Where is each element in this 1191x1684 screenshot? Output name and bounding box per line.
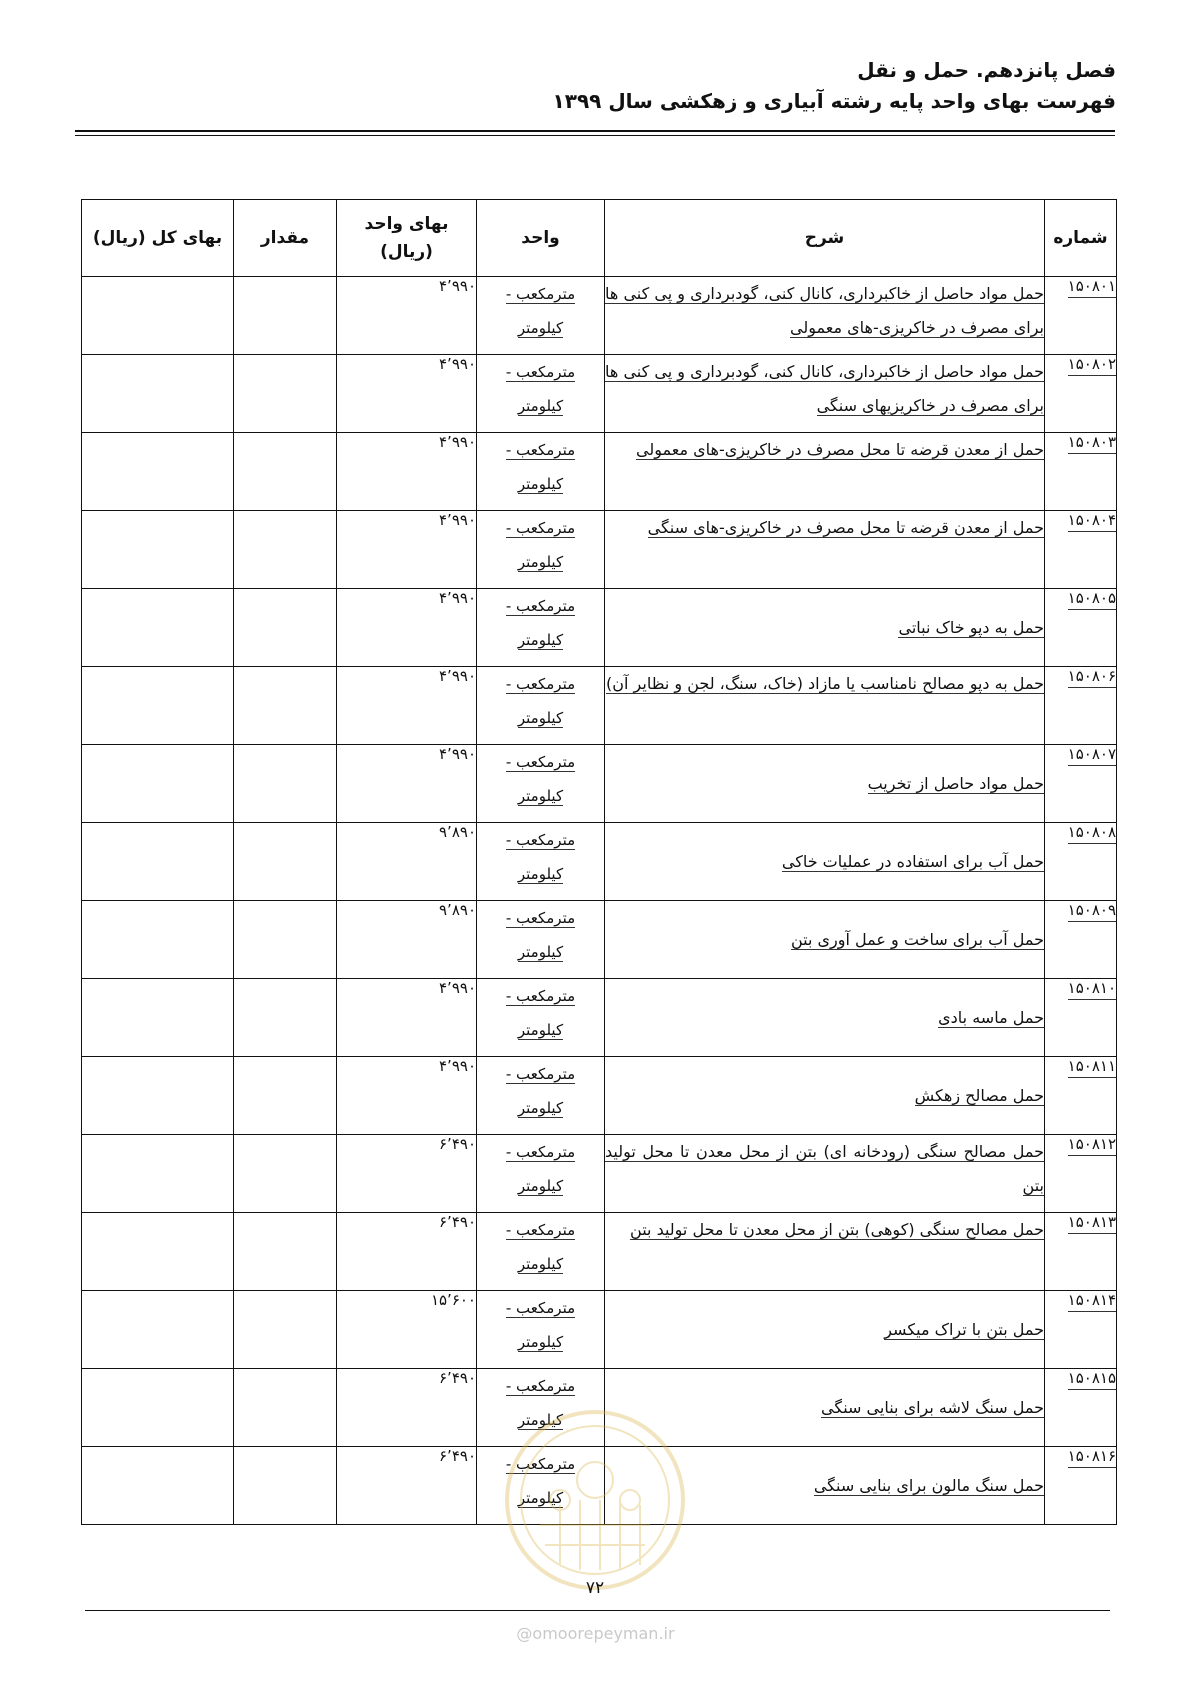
item-description: حمل مصالح زهکش [914, 1085, 1044, 1105]
item-number: ۱۵۰۸۰۶ [1068, 667, 1116, 688]
item-number: ۱۵۰۸۱۱ [1068, 1057, 1116, 1078]
item-description-cell [605, 511, 1045, 589]
item-description-cell [605, 1135, 1045, 1213]
item-unit-line1: مترمکعب - [505, 831, 576, 849]
item-unit-line2: کیلومتر [517, 943, 564, 961]
item-total [82, 901, 234, 979]
item-unit-line1: مترمکعب - [505, 1221, 576, 1239]
header-unit-price [337, 200, 477, 277]
item-total [82, 277, 234, 355]
item-number-cell [1045, 589, 1117, 667]
item-unit-cell [477, 1057, 605, 1135]
item-unit-cell [477, 667, 605, 745]
item-unit-price: ۴٬۹۹۰ [337, 511, 477, 589]
item-total [82, 823, 234, 901]
item-number: ۱۵۰۸۰۴ [1068, 511, 1116, 532]
item-unit-line2: کیلومتر [517, 397, 564, 415]
item-unit-line1: مترمکعب - [505, 909, 576, 927]
item-unit-price: ۴٬۹۹۰ [337, 745, 477, 823]
item-unit-cell [477, 901, 605, 979]
item-description-cell [605, 745, 1045, 823]
item-quantity [234, 1135, 337, 1213]
item-description: حمل سنگ مالون برای بنایی سنگی [813, 1475, 1044, 1495]
item-unit-line2: کیلومتر [517, 787, 564, 805]
item-quantity [234, 745, 337, 823]
item-quantity [234, 277, 337, 355]
item-quantity [234, 511, 337, 589]
item-number-cell [1045, 1369, 1117, 1447]
item-unit-line2: کیلومتر [517, 1021, 564, 1039]
header-rule-thin [75, 135, 1115, 136]
table-row [82, 901, 1117, 979]
item-number: ۱۵۰۸۱۳ [1068, 1213, 1116, 1234]
item-unit-price: ۴٬۹۹۰ [337, 277, 477, 355]
item-description-cell [605, 277, 1045, 355]
item-number: ۱۵۰۸۰۵ [1068, 589, 1116, 610]
table-row [82, 355, 1117, 433]
item-number-cell [1045, 901, 1117, 979]
table-row [82, 823, 1117, 901]
item-number-cell [1045, 1447, 1117, 1525]
table-row [82, 1135, 1117, 1213]
item-unit-line2: کیلومتر [517, 631, 564, 649]
item-description-cell [605, 1213, 1045, 1291]
item-quantity [234, 1369, 337, 1447]
item-description: حمل به دپو مصالح نامناسب یا مازاد (خاک، سنگ، لجن و نظایر آن) [606, 674, 1044, 693]
item-unit-cell [477, 1291, 605, 1369]
item-unit-line2: کیلومتر [517, 553, 564, 571]
header-unit: واحد [477, 200, 605, 277]
chapter-title: فصل پانزدهم. حمل و نقل [857, 58, 1116, 82]
table-row [82, 511, 1117, 589]
item-unit-cell [477, 433, 605, 511]
item-total [82, 979, 234, 1057]
item-unit-cell [477, 355, 605, 433]
page-header [76, 55, 1116, 117]
item-unit-line2: کیلومتر [517, 865, 564, 883]
item-number-cell [1045, 1057, 1117, 1135]
item-description: حمل ماسه بادی [938, 1007, 1044, 1027]
table-row [82, 745, 1117, 823]
item-description-cell [605, 589, 1045, 667]
item-total [82, 511, 234, 589]
page-number: ۷۲ [585, 1578, 605, 1598]
item-number-cell [1045, 433, 1117, 511]
table-row [82, 277, 1117, 355]
document-title: فهرست بهای واحد پایه رشته آبیاری و زهکشی سال ۱۳۹۹ [552, 89, 1116, 113]
item-description-cell [605, 1057, 1045, 1135]
item-unit-cell [477, 1213, 605, 1291]
table-row [82, 589, 1117, 667]
item-total [82, 745, 234, 823]
item-description: حمل سنگ لاشه برای بنایی سنگی [821, 1397, 1044, 1417]
item-unit-line1: مترمکعب - [505, 363, 576, 381]
item-unit-line1: مترمکعب - [505, 1143, 576, 1161]
header-description: شرح [605, 200, 1045, 277]
item-total [82, 1447, 234, 1525]
item-quantity [234, 1447, 337, 1525]
item-description: حمل مواد حاصل از خاکبرداری، کانال کنی، گودبرداری و پی کنی ها برای مصرف در خاکریزی-های معمولی [605, 284, 1044, 337]
item-total [82, 589, 234, 667]
item-description: حمل مصالح سنگی (کوهی) بتن از محل معدن تا محل تولید بتن [630, 1220, 1044, 1239]
item-description: حمل مواد حاصل از خاکبرداری، کانال کنی، گودبرداری و پی کنی ها برای مصرف در خاکریزیهای سنگی [605, 362, 1044, 415]
item-description: حمل آب برای ساخت و عمل آوری بتن [790, 929, 1044, 949]
item-quantity [234, 667, 337, 745]
item-number: ۱۵۰۸۱۰ [1068, 979, 1116, 1000]
item-number: ۱۵۰۸۱۲ [1068, 1135, 1116, 1156]
item-unit-price: ۶٬۴۹۰ [337, 1135, 477, 1213]
item-unit-cell [477, 979, 605, 1057]
item-number-cell [1045, 355, 1117, 433]
item-unit-line1: مترمکعب - [505, 441, 576, 459]
header-rule-thick [75, 130, 1115, 132]
item-unit-line1: مترمکعب - [505, 1455, 576, 1473]
item-description: حمل از معدن قرضه تا محل مصرف در خاکریزی-های معمولی [636, 440, 1044, 459]
item-description-cell [605, 667, 1045, 745]
header-total: بهای کل (ریال) [82, 200, 234, 277]
item-unit-line1: مترمکعب - [505, 1299, 576, 1317]
item-description-cell [605, 901, 1045, 979]
item-unit-price: ۴٬۹۹۰ [337, 979, 477, 1057]
item-unit-line1: مترمکعب - [505, 1377, 576, 1395]
table-row [82, 1213, 1117, 1291]
header-number: شماره [1045, 200, 1117, 277]
item-unit-price: ۴٬۹۹۰ [337, 589, 477, 667]
item-quantity [234, 589, 337, 667]
item-number-cell [1045, 511, 1117, 589]
table-row [82, 433, 1117, 511]
item-unit-line1: مترمکعب - [505, 1065, 576, 1083]
item-description-cell [605, 1291, 1045, 1369]
item-unit-cell [477, 589, 605, 667]
item-unit-price: ۴٬۹۹۰ [337, 667, 477, 745]
table-header-row [82, 200, 1117, 277]
item-number-cell [1045, 1213, 1117, 1291]
item-quantity [234, 433, 337, 511]
item-unit-line1: مترمکعب - [505, 753, 576, 771]
item-unit-price: ۹٬۸۹۰ [337, 901, 477, 979]
item-unit-cell [477, 1135, 605, 1213]
item-number: ۱۵۰۸۰۹ [1068, 901, 1116, 922]
footer-rule [85, 1610, 1110, 1611]
item-unit-line2: کیلومتر [517, 1099, 564, 1117]
seal-watermark [500, 1405, 690, 1595]
price-list-table [81, 199, 1117, 1525]
item-unit-line1: مترمکعب - [505, 285, 576, 303]
item-unit-line2: کیلومتر [517, 1177, 564, 1195]
item-total [82, 355, 234, 433]
item-description: حمل بتن با تراک میکسر [884, 1319, 1044, 1339]
item-unit-price: ۹٬۸۹۰ [337, 823, 477, 901]
item-unit-line1: مترمکعب - [505, 675, 576, 693]
watermark-url: @omoorepeyman.ir [516, 1624, 675, 1643]
item-description-cell [605, 823, 1045, 901]
item-quantity [234, 901, 337, 979]
item-unit-line2: کیلومتر [517, 1333, 564, 1351]
item-total [82, 1369, 234, 1447]
item-unit-cell [477, 823, 605, 901]
item-description: حمل مواد حاصل از تخریب [867, 773, 1044, 793]
item-number-cell [1045, 1135, 1117, 1213]
item-unit-line2: کیلومتر [517, 319, 564, 337]
item-unit-line2: کیلومتر [517, 475, 564, 493]
item-unit-price: ۶٬۴۹۰ [337, 1213, 477, 1291]
table-row [82, 979, 1117, 1057]
item-total [82, 667, 234, 745]
item-unit-line2: کیلومتر [517, 1411, 564, 1429]
item-number: ۱۵۰۸۱۴ [1068, 1291, 1116, 1312]
item-total [82, 1135, 234, 1213]
item-number: ۱۵۰۸۰۸ [1068, 823, 1116, 844]
item-unit-price: ۴٬۹۹۰ [337, 433, 477, 511]
item-unit-price: ۶٬۴۹۰ [337, 1447, 477, 1525]
table-row [82, 1057, 1117, 1135]
item-quantity [234, 355, 337, 433]
item-description: حمل از معدن قرضه تا محل مصرف در خاکریزی-های سنگی [647, 518, 1044, 537]
item-description-cell [605, 355, 1045, 433]
header-unit-price-currency: (ریال) [380, 242, 433, 262]
item-number-cell [1045, 667, 1117, 745]
item-unit-line2: کیلومتر [517, 709, 564, 727]
table-row [82, 667, 1117, 745]
item-number-cell [1045, 745, 1117, 823]
item-unit-price: ۴٬۹۹۰ [337, 1057, 477, 1135]
item-description: حمل آب برای استفاده در عملیات خاکی [781, 851, 1044, 871]
header-quantity: مقدار [234, 200, 337, 277]
item-number: ۱۵۰۸۰۳ [1068, 433, 1116, 454]
header-unit-price-label: بهای واحد [364, 214, 449, 234]
item-number-cell [1045, 979, 1117, 1057]
item-quantity [234, 1213, 337, 1291]
item-quantity [234, 823, 337, 901]
item-description-cell [605, 979, 1045, 1057]
item-number-cell [1045, 277, 1117, 355]
item-number: ۱۵۰۸۰۷ [1068, 745, 1116, 766]
item-quantity [234, 979, 337, 1057]
item-number: ۱۵۰۸۱۶ [1068, 1447, 1116, 1468]
item-number-cell [1045, 823, 1117, 901]
item-unit-line1: مترمکعب - [505, 597, 576, 615]
item-unit-price: ۴٬۹۹۰ [337, 355, 477, 433]
item-unit-line2: کیلومتر [517, 1489, 564, 1507]
item-unit-cell [477, 511, 605, 589]
item-number: ۱۵۰۸۰۲ [1068, 355, 1116, 376]
item-total [82, 1291, 234, 1369]
item-total [82, 1057, 234, 1135]
item-unit-line1: مترمکعب - [505, 987, 576, 1005]
item-unit-price: ۶٬۴۹۰ [337, 1369, 477, 1447]
item-number-cell [1045, 1291, 1117, 1369]
item-quantity [234, 1291, 337, 1369]
item-unit-cell [477, 745, 605, 823]
item-description-cell [605, 433, 1045, 511]
item-number: ۱۵۰۸۰۱ [1068, 277, 1116, 298]
item-unit-cell [477, 277, 605, 355]
item-unit-line1: مترمکعب - [505, 519, 576, 537]
item-description: حمل به دپو خاک نباتی [898, 617, 1044, 637]
item-description: حمل مصالح سنگی (رودخانه ای) بتن از محل معدن تا محل تولید بتن [605, 1142, 1044, 1195]
item-number: ۱۵۰۸۱۵ [1068, 1369, 1116, 1390]
item-total [82, 1213, 234, 1291]
item-unit-line2: کیلومتر [517, 1255, 564, 1273]
item-quantity [234, 1057, 337, 1135]
table-row [82, 1291, 1117, 1369]
item-unit-price: ۱۵٬۶۰۰ [337, 1291, 477, 1369]
item-total [82, 433, 234, 511]
